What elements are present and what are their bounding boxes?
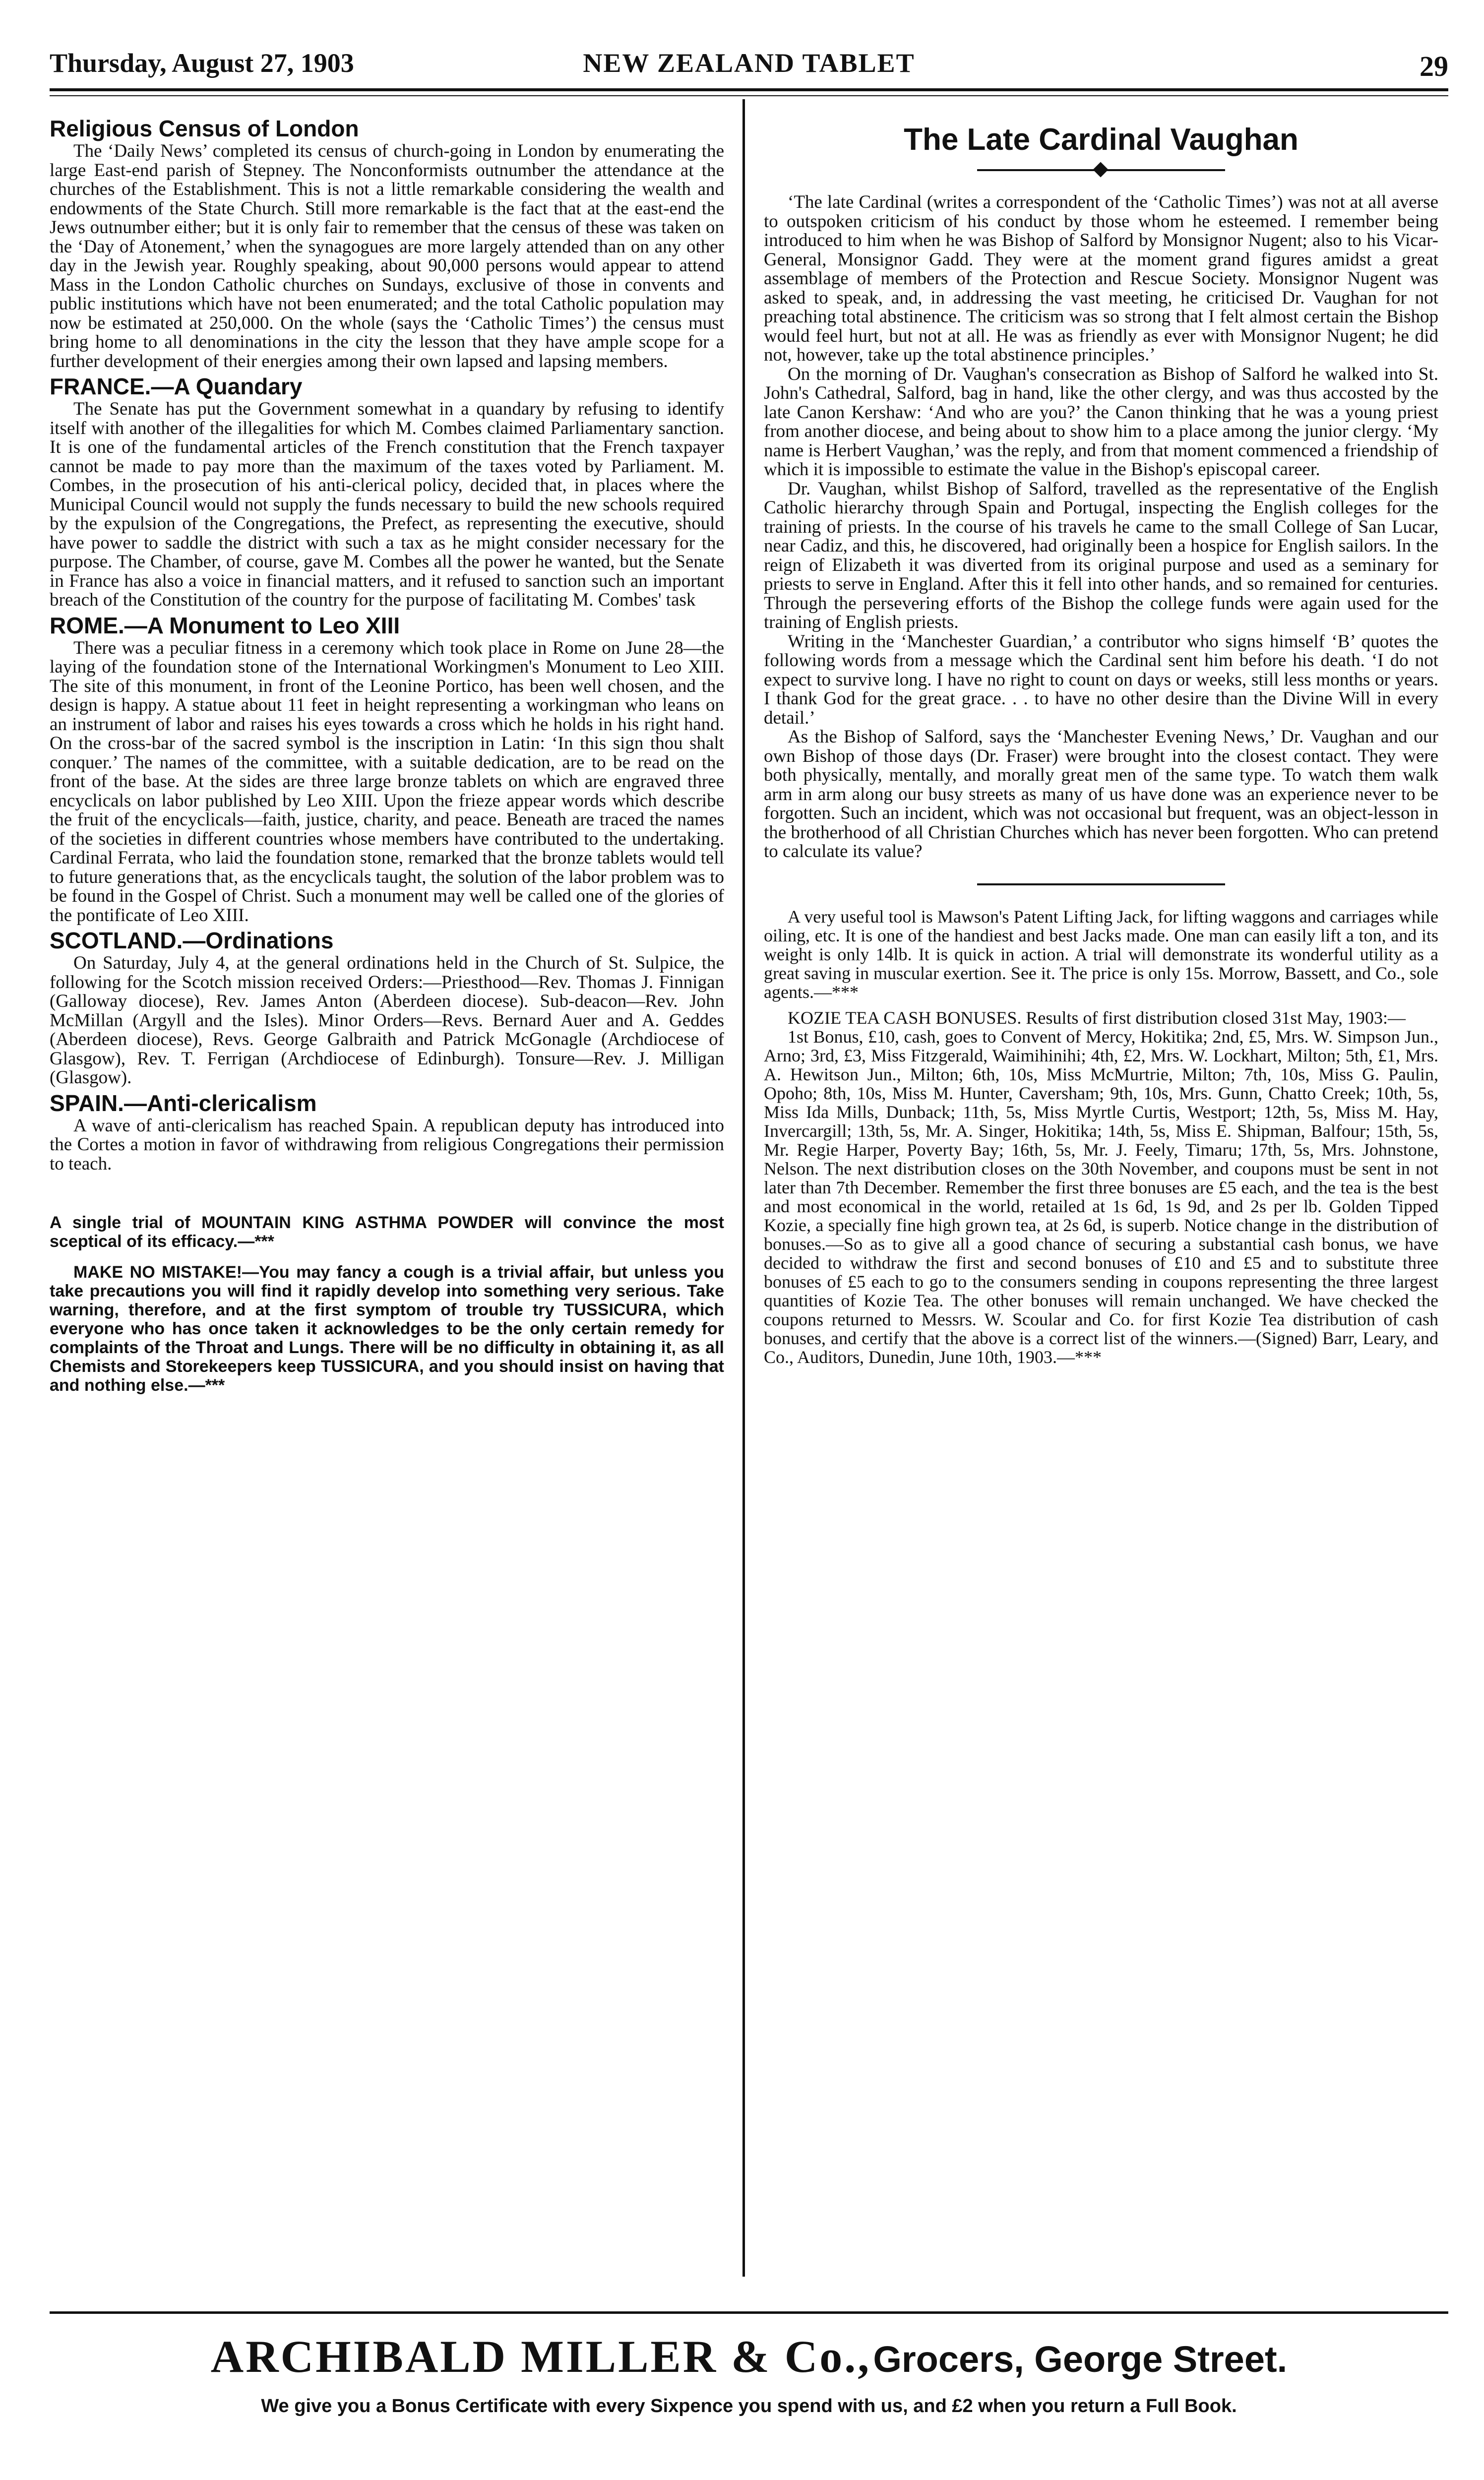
- footer-rule: [50, 2311, 1448, 2314]
- spain-heading: SPAIN.—Anti-clericalism: [50, 1090, 317, 1116]
- footer-advert: [50, 2330, 1448, 2383]
- right-column: [764, 113, 1438, 2282]
- asthma-ad: [50, 1213, 724, 1395]
- france-heading: FRANCE.—A Quandary: [50, 373, 303, 399]
- publication-title: NEW ZEALAND TABLET: [583, 48, 915, 78]
- vaughan-para: Writing in the ‘Manchester Guardian,’ a contributor who signs himself ‘B’ quotes the following words from a message which the Cardinal sent him before his death. ‘I do not expect to survive long. I have no right to count on days or weeks, still less months or years. I thank God for the great grace. . . to have no other desire than the Divine Will in every detail.’: [764, 631, 1438, 728]
- page-number: 29: [1420, 50, 1448, 82]
- lifting-jack-ad: [764, 907, 1438, 1001]
- tussicura-ad-text: MAKE NO MISTAKE!—You may fancy a cough is a trivial affair, but unless you take precautions you will find it rapidly develop into something very serious. Take warning, therefore, and at the first symptom of trouble try TUSSICURA, which everyone who has once taken it acknowledges to be the only certain remedy for complaints of the Throat and Lungs. There will be no difficulty in obtaining it, as all Chemists and Storekeepers keep TUSSICURA, and you should insist on having that and nothing else.—***: [50, 1263, 724, 1395]
- spain-text: A wave of anti-clericalism has reached Spain. A republican deputy has introduced into the Cortes a motion in favor of withdrawing from religious Congregations their permission to teach.: [50, 1115, 724, 1174]
- france-text: The Senate has put the Government somewhat in a quandary by refusing to identify itself with another of the illegalities for which M. Combes claimed Parliamentary sanction. It is one of the fundamental articles of the French constitution that the French taxpayer cannot be made to pay more than the maximum of the taxes voted by Parliament. M. Combes, in the prosecution of his anti-clerical policy, decided that, in places where the Municipal Council would not supply the funds necessary to build the new schools required by the expulsion of the Congregations, the Prefect, as representing the executive, should have power to saddle the district with such a tax as he might consider necessary for the purpose. The Chamber, of course, gave M. Combes all the power he wanted, but the Senate in France has also a voice in financial matters, and it refused to sanction such an important breach of the Constitution of the country for the purpose of facilitating M. Combes' task: [50, 399, 724, 610]
- vaughan-para: ‘The late Cardinal (writes a correspondent of the ‘Catholic Times’) was not at all averse to outspoken criticism of his conduct by those whom he esteemed. I remember being introduced to him when he was Bishop of Salford by Monsignor Nugent; also to his Vicar-General, Monsignor Gadd. They were at the moment grand figures amidst a great assemblage of members of the Protection and Rescue Society. Monsignor Nugent was asked to speak, and, in addressing the vast meeting, he criticised Dr. Vaughan for not preaching total abstinence. The criticism was so strong that I felt almost certain the Bishop would feel hurt, but not at all. He was as friendly as ever with Monsignor Nugent; he did not, however, take up the total abstinence principles.’: [764, 192, 1438, 365]
- ornament-diamond: [1093, 162, 1108, 177]
- vaughan-para: Dr. Vaughan, whilst Bishop of Salford, travelled as the representative of the English Catholic hierarchy through Spain and Portugal, inspecting the English colleges for the training of priests. In the course of his travels he came to the small College of San Lucar, near Cadiz, and this, he discovered, had originally been a hospice for English sailors. In the reign of Elizabeth it was diverted from its original purpose and used as a seminary for priests to serve in England. After this it fell into other hands, and so remained for centuries. Through the persevering efforts of the Bishop the college funds were again used for the training of English priests.: [764, 478, 1438, 632]
- header-rule-thin: [50, 95, 1448, 96]
- kozie-tea-winners: 1st Bonus, £10, cash, goes to Convent of Mercy, Hokitika; 2nd, £5, Mrs. W. Simpson Jun., Arno; 3rd, £3, Miss Fitzgerald, Waimihinihi; 4th, £2, Mrs. W. Lockhart, Milton; 5th, £1, Mrs. A. Hewitson Jun., Milton; 6th, 10s, Miss McMurtrie, Milton; 7th, 10s, Miss G. Paulin, Opoho; 8th, 10s, Miss M. Hunter, Caversham; 9th, 10s, Mrs. Gunn, Chatto Creek; 10th, 5s, Miss Ida Mills, Dunback; 11th, 5s, Miss Myrtle Curtis, Westport; 12th, 5s, Miss M. Hay, Invercargill; 13th, 5s, Mr. A. Singer, Hokitika; 14th, 5s, Miss E. Shipman, Balfour; 15th, 5s, Mr. Regie Harper, Poverty Bay; 16th, 5s, Mr. J. Feely, Timaru; 17th, 5s, Mrs. Johnstone, Nelson. The next distribution closes on the 30th November, and coupons must be sent in not later than 7th December. Remember the first three bonuses are £5 each, and the tea is the best and most economical in the world, retailed at 1s 6d, 1s 9d, and 2s per lb. Golden Tipped Kozie, a specially fine high grown tea, at 2s 6d, is superb. Notice change in the distribution of bonuses.—So as to give all a good chance of securing a substantial cash bonus, we have decided to withdraw the first and second bonuses of £10 and £5 and to substitute three bonuses of £5 each to go to the consumers sending in coupons representing the three largest quantities of Kozie Tea. The other bonuses will remain unchanged. We have checked the coupons returned to Messrs. W. Scoular and Co. for first Kozie Tea distribution of cash bonuses, and certify that the above is a correct list of the winners.—(Signed) Barr, Leary, and Co., Auditors, Dunedin, June 10th, 1903.—***: [764, 1026, 1438, 1367]
- spacer: [50, 1174, 724, 1213]
- kozie-tea-intro: KOZIE TEA CASH BONUSES. Results of first distribution closed 31st May, 1903:—: [788, 1007, 1406, 1028]
- firm-name: ARCHIBALD MILLER & Co.,: [210, 2331, 871, 2382]
- census-heading: Religious Census of London: [50, 116, 359, 141]
- left-column: [50, 113, 724, 2282]
- rome-heading: ROME.—A Monument to Leo XIII: [50, 612, 400, 638]
- asthma-ad-text: A single trial of MOUNTAIN KING ASTHMA POWDER will convince the most sceptical of its efficacy.—***: [50, 1213, 724, 1251]
- header-rule: [50, 88, 1448, 91]
- section-separator: [977, 883, 1225, 885]
- lifting-jack-ad-text: A very useful tool is Mawson's Patent Lifting Jack, for lifting waggons and carriages while oiling, etc. It is one of the handiest and best Jacks made. One man can easily lift a ton, and its weight is only 14lb. It is quick in action. A trial will demonstrate its wonderful utility as a great saving in muscular exertion. See it. The price is only 15s. Morrow, Bassett, and Co., sole agents.—***: [764, 906, 1438, 1002]
- scotland-heading: SCOTLAND.—Ordinations: [50, 928, 334, 953]
- ornamental-rule: [764, 160, 1438, 180]
- issue-date: Thursday, August 27, 1903: [50, 48, 354, 78]
- rome-text: There was a peculiar fitness in a ceremony which took place in Rome on June 28—the laying of the foundation stone of the International Workingmen's Monument to Leo XIII. The site of this monument, in front of the Leonine Portico, has been well chosen, and the design is happy. A statue about 11 feet in height representing a workingman who leans on an instrument of labor and raises his eyes towards a cross which he holds in his right hand. On the cross-bar of the sacred symbol is the inscription in Latin: ‘In this sign thou shalt conquer.’ The names of the committee, with a suitable dedication, are to be read on the front of the base. At the sides are three large bronze tablets on which are engraved three encyclicals on labor published by Leo XIII. Upon the frieze appear words which describe the fruit of the encyclicals—faith, justice, charity, and peace. Beneath are traced the names of the societies in different countries whose members have contributed to the undertaking. Cardinal Ferrata, who laid the foundation stone, remarked that the bronze tablets would tell to future generations that, as the encyclicals taught, the solution of the labor problem was to be found in the Gospel of Christ. Such a monument may well be called one of the glories of the pontificate of Leo XIII.: [50, 637, 724, 926]
- bonus-note: We give you a Bonus Certificate with every Sixpence you spend with us, and £2 when you return a Full Book.: [261, 2396, 1237, 2417]
- vaughan-heading: The Late Cardinal Vaughan: [904, 123, 1298, 157]
- firm-tagline: Grocers, George Street.: [873, 2339, 1288, 2380]
- census-text: The ‘Daily News’ completed its census of church-going in London by enumerating the large East-end parish of Stepney. The Nonconformists outnumber the attendance at the churches of the Establishment. This is not a little remarkable considering the wealth and endowments of the State Church. Still more remarkable is the fact that at the east-end the Jews outnumber either; but it is only fair to remember that the census of these was taken on the ‘Day of Atonement,’ when the synagogues are more largely attended than on any other day in the Jewish year. Roughly speaking, about 90,000 persons would appear to attend Mass in the London Catholic churches on Sundays, exclusive of those in convents and public institutions which have not been enumerated; and the total Catholic population may now be estimated at 250,000. On the whole (says the ‘Catholic Times’) the census must bring home to all denominations in the city the lesson that they have ample scope for a further development of their energies among their own lapsed and lapsing members.: [50, 141, 724, 372]
- kozie-tea-notice: [764, 1008, 1438, 1366]
- column-divider: [742, 99, 745, 2277]
- running-header: [50, 45, 1448, 84]
- vaughan-para: As the Bishop of Salford, says the ‘Manchester Evening News,’ Dr. Vaughan and our own Bishop of those days (Dr. Fraser) were brought into the closest contact. They were both physically, mentally, and morally great men of the same type. To watch them walk arm in arm along our busy streets as many of us have done was an experience never to be forgotten. Such an incident, which was not occasional but frequent, was an object-lesson in the brotherhood of all Christian Churches which has never been forgotten. Who can pretend to calculate its value?: [764, 727, 1438, 862]
- vaughan-para: On the morning of Dr. Vaughan's consecration as Bishop of Salford he walked into St. John's Cathedral, Salford, bag in hand, like the other clergy, and was thus accosted by the late Canon Kershaw: ‘And who are you?’ the Canon thinking that he was a young priest from another diocese, and being about to show him to a place among the junior clergy. ‘My name is Herbert Vaughan,’ was the reply, and from that moment commenced a friendship of which it is impossible to estimate the value in the Bishop's episcopal career.: [764, 364, 1438, 480]
- scotland-text: On Saturday, July 4, at the general ordinations held in the Church of St. Sulpice, the following for the Scotch mission received Orders:—Priesthood—Rev. Thomas J. Finnigan (Galloway diocese), Rev. James Anton (Aberdeen diocese). Sub-deacon—Rev. John McMillan (Argyll and the Isles). Minor Orders—Revs. Bernard Auer and A. Geddes (Aberdeen diocese), Revs. George Galbraith and Patrick McGonagle (Archdiocese of Glasgow), Rev. T. Ferrigan (Archdiocese of Edinburgh). Tonsure—Rev. J. Milligan (Glasgow).: [50, 953, 724, 1088]
